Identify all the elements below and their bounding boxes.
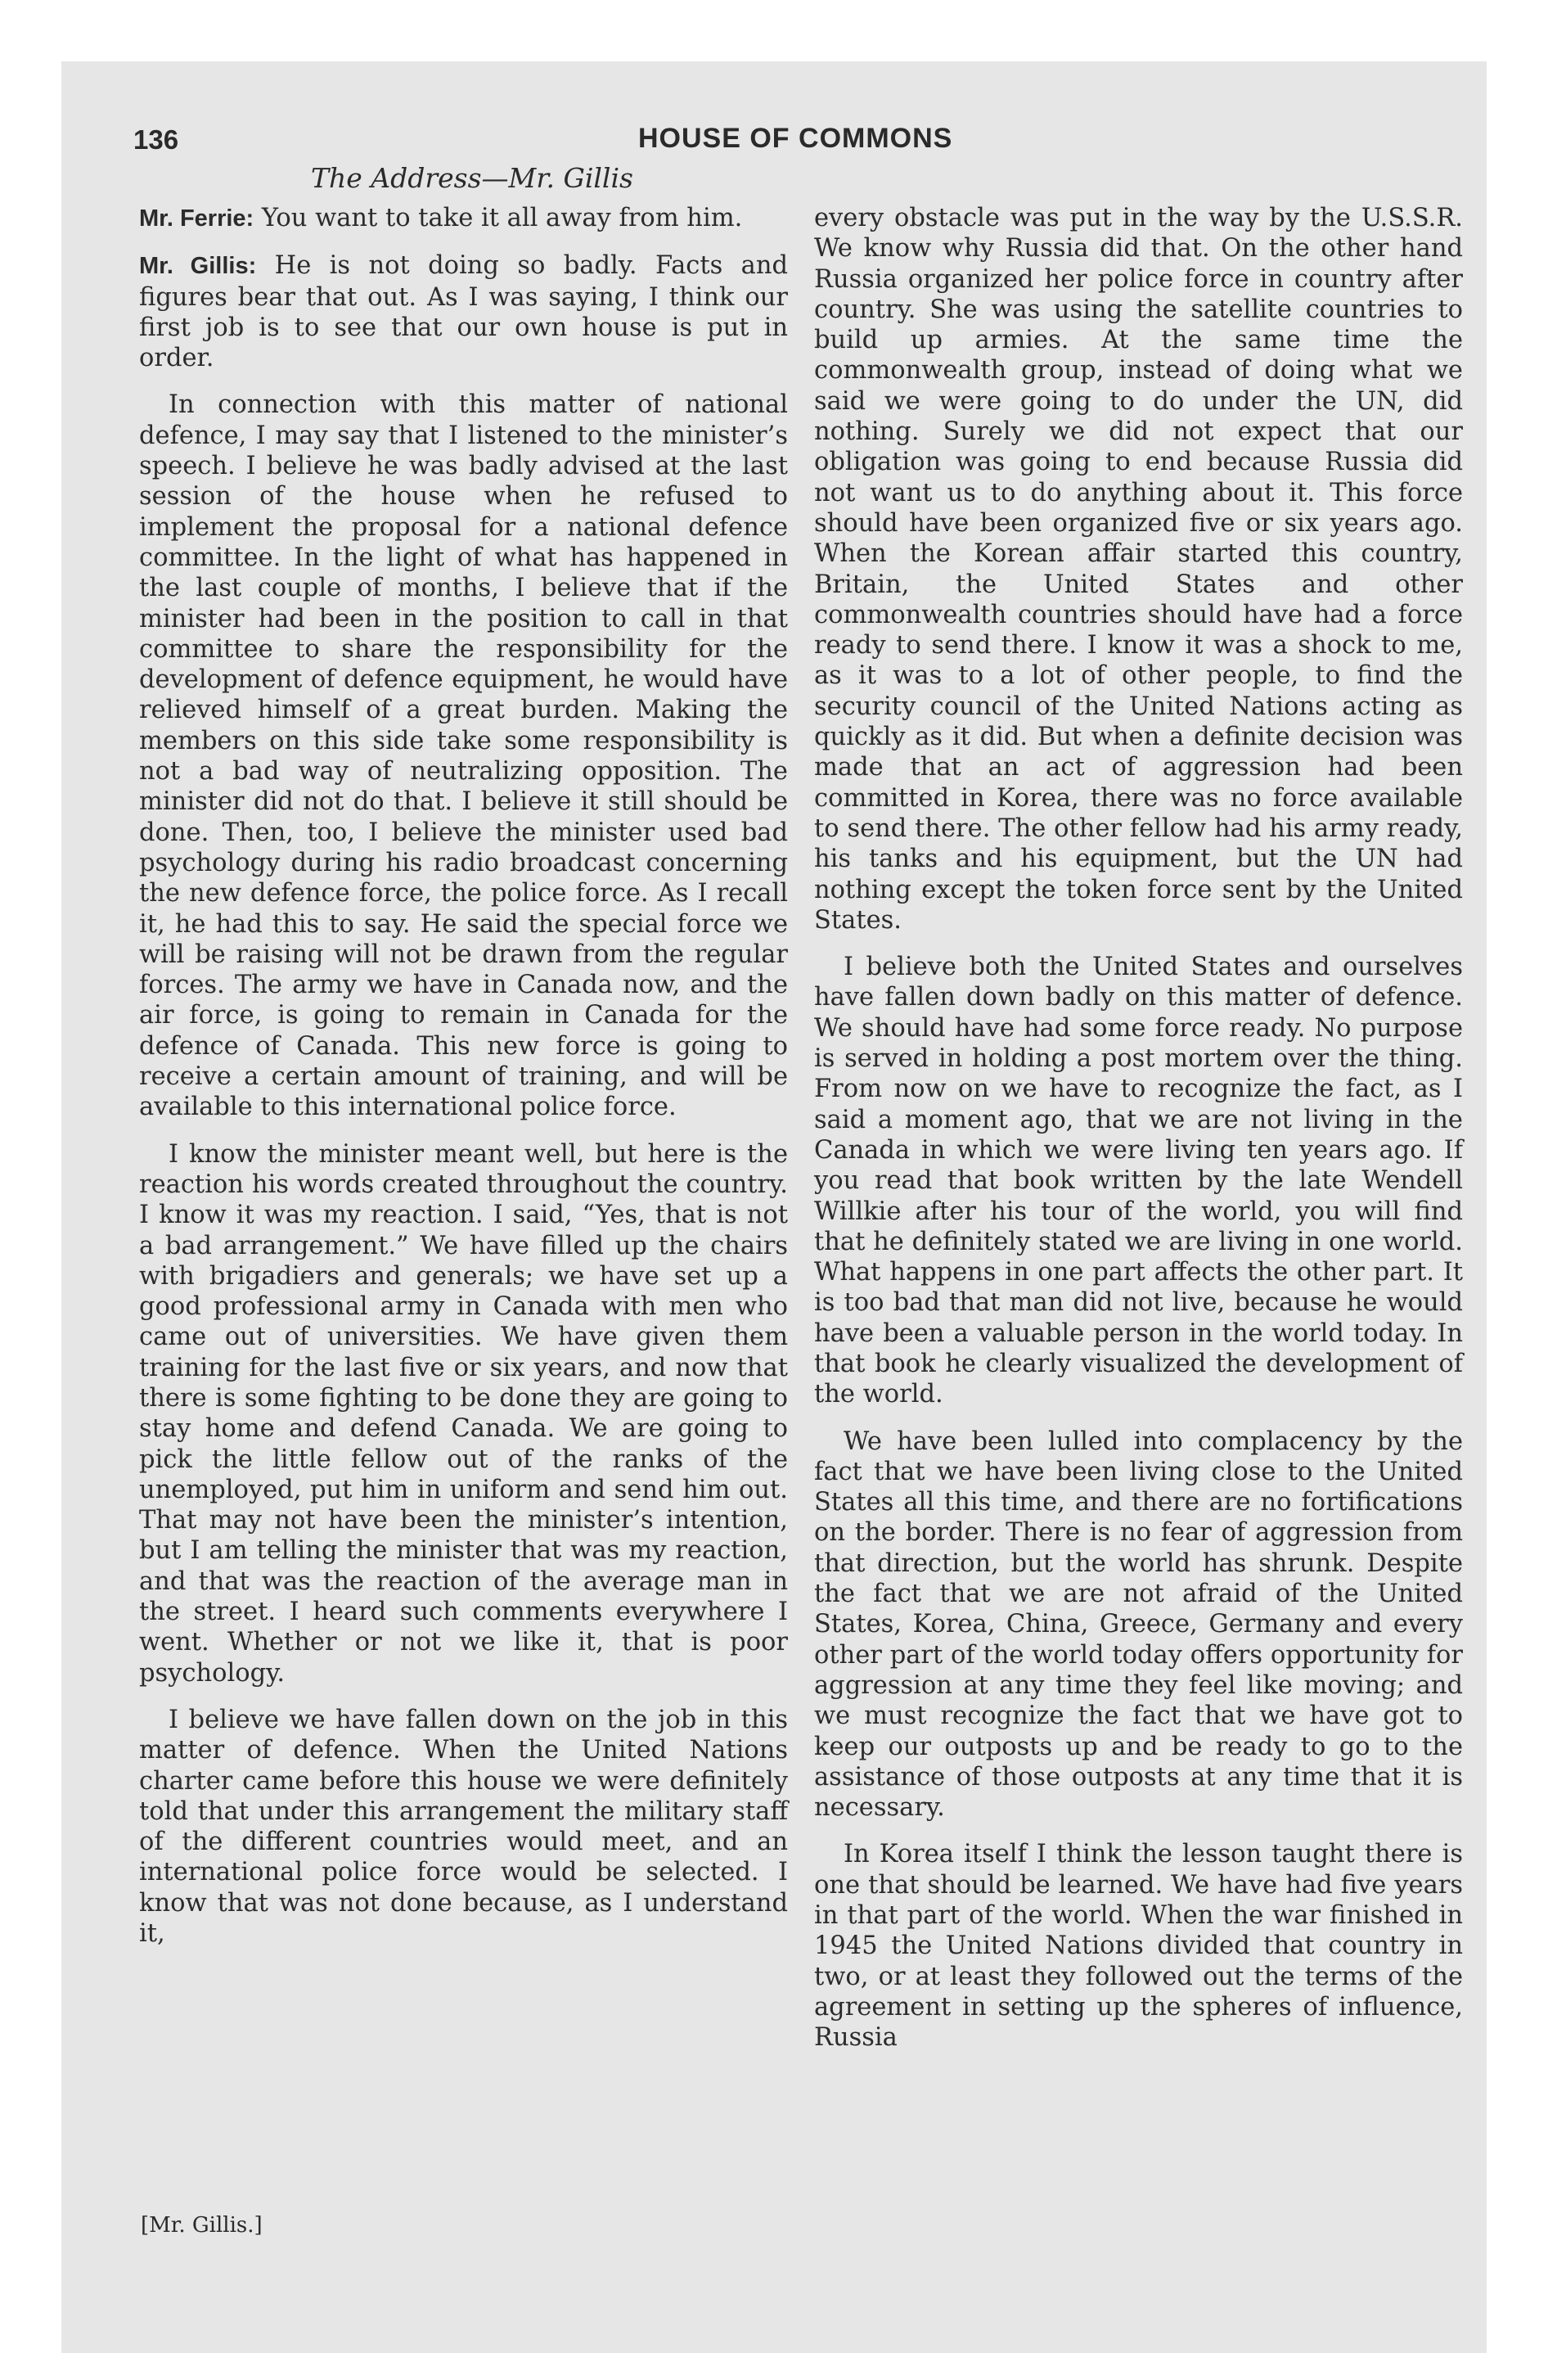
section-title: The Address—Mr. Gillis xyxy=(311,162,633,194)
speaker-name: Mr. Gillis: xyxy=(139,253,257,280)
paragraph: In Korea itself I think the lesson taught there is one that should be learned. We have had five years in that part of the world. When the war finished in 1945 the United Nations divided that country in two, or at least they followed out the terms of the agreement in setting up the spheres of influence, Russia xyxy=(814,1840,1463,2053)
paragraph: I know the minister meant well, but here is the reaction his words created throughout the country. I know it was my reaction. I said, “Yes, that is not a bad arrangement.” We have filled up the chairs with brigadiers and generals; we have set up a good professional army in Canada with men who came out of universities. We have given them training for the last five or six years, and now that there is some fighting to be done they are going to stay home and defend Canada. We are going to pick the little fellow out of the ranks of the unemployed, put him in uniform and send him out. That may not have been the minister’s intention, but I am telling the minister that was my reaction, and that was the reaction of the average man in the street. I heard such comments everywhere I went. Whether or not we like it, that is poor psychology. xyxy=(139,1139,788,1688)
speaker-name: Mr. Ferrie: xyxy=(139,205,254,232)
paragraph: I believe both the United States and ourselves have fallen down badly on this matter of defence. We should have had some force ready. No purpose is served in holding a post mortem over the thing. From now on we have to recognize the fact, as I said a moment ago, that we are not living in the Canada in which we were living ten years ago. If you read that book written by the late Wendell Willkie after his tour of the world, you will find that he definitely stated we are living in one world. What happens in one part affects the other part. It is too bad that man did not live, because he would have been a valuable person in the world today. In that book he clearly visualized the development of the world. xyxy=(814,953,1463,1409)
left-column xyxy=(139,203,788,1965)
paragraph xyxy=(139,203,788,234)
paragraph: In connection with this matter of national defence, I may say that I listened to the minister’s speech. I believe he was badly advised at the last session of the house when he refused to implement the proposal for a national defence committee. In the light of what has happened in the last couple of months, I believe that if the minister had been in the position to call in that committee to share the responsibility for the development of defence equipment, he would have relieved himself of a great burden. Making the members on this side take some responsibility is not a bad way of neutralizing opposition. The minister did not do that. I believe it still should be done. Then, too, I believe the minister used bad psychology during his radio broadcast concerning the new defence force, the police force. As I recall it, he had this to say. He said the special force we will be raising will not be drawn from the regular forces. The army we have in Canada now, and the air force, is going to remain in Canada for the defence of Canada. This new force is going to receive a certain amount of training, and will be available to this international police force. xyxy=(139,390,788,1122)
paragraph: I believe we have fallen down on the job in this matter of defence. When the United Nations charter came before this house we were definitely told that under this arrangement the military staff of the different countries would meet, and an international police force would be selected. I know that was not done because, as I understand it, xyxy=(139,1705,788,1949)
page-number: 136 xyxy=(133,124,179,155)
running-head: HOUSE OF COMMONS xyxy=(638,123,953,154)
paragraph xyxy=(139,250,788,373)
footer-speaker-tag: [Mr. Gillis.] xyxy=(141,2213,263,2238)
paragraph-text: You want to take it all away from him. xyxy=(254,204,743,232)
paragraph: every obstacle was put in the way by the U.S.S.R. We know why Russia did that. On the other hand Russia organized her police force in country after country. She was using the satellite countries to build up armies. At the same time the commonwealth group, instead of doing what we said we were going to do under the UN, did nothing. Surely we did not expect that our obligation was going to end because Russia did not want us to do anything about it. This force should have been organized five or six years ago. When the Korean affair started this country, Britain, the United States and other commonwealth countries should have had a force ready to send there. I know it was a shock to me, as it was to a lot of other people, to find the security council of the United Nations acting as quickly as it did. But when a definite decision was made that an act of aggression had been committed in Korea, there was no force available to send there. The other fellow had his army ready, his tanks and his equipment, but the UN had nothing except the token force sent by the United States. xyxy=(814,204,1463,935)
paragraph-text: He is not doing so badly. Facts and figures bear that out. As I was saying, I think our first job is to see that our own house is put in order. xyxy=(139,251,788,373)
right-column xyxy=(814,203,1463,2070)
paragraph: We have been lulled into complacency by the fact that we have been living close to the United States all this time, and there are no fortifications on the border. There is no fear of aggression from that direction, but the world has shrunk. Despite the fact that we are not afraid of the United States, Korea, China, Greece, Germany and every other part of the world today offers opportunity for aggression at any time they feel like moving; and we must recognize the fact that we have got to keep our outposts up and be ready to go to the assistance of those outposts at any time that it is necessary. xyxy=(814,1427,1463,1823)
